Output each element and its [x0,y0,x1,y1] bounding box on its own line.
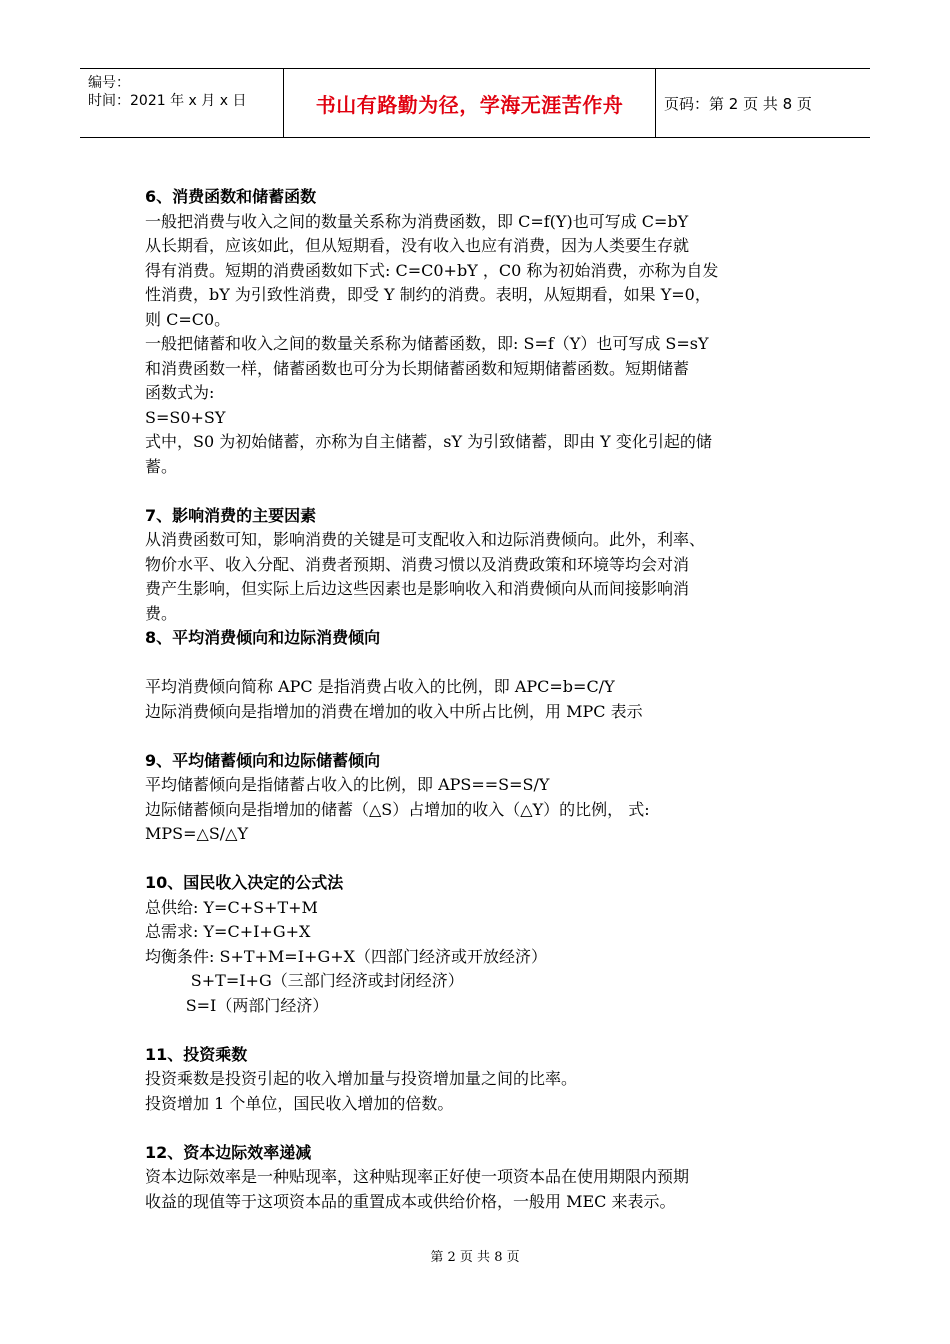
text-line: 物价水平、收入分配、消费者预期、消费习惯以及消费政策和环境等均会对消 [145,554,690,574]
text-line: 和消费函数一样，储蓄函数也可分为长期储蓄函数和短期储蓄函数。短期储蓄 [145,358,690,378]
section-heading: 11、投资乘数 [145,1044,248,1064]
section-consumption-factors [145,504,815,627]
text-line: 从消费函数可知，影响消费的关键是可支配收入和边际消费倾向。此外，利率、 [145,530,706,549]
text-line: S+T=I+G（三部门经济或封闭经济） [145,971,464,990]
blank-line [145,847,815,872]
text-line: 则 C=C0。 [145,309,231,329]
section-heading: 10、国民收入决定的公式法 [145,873,344,892]
blank-line [145,479,815,504]
text-line: S=I（两部门经济） [145,995,329,1015]
text-line: 均衡条件: S+T+M=I+G+X（四部门经济或开放经济） [145,946,548,966]
header-motto-cell [283,69,656,137]
header-motto: 书山有路勤为径，学海无涯苦作舟 [315,92,624,117]
text-line [145,651,815,676]
document-body [145,185,815,1214]
blank-line [145,1116,815,1141]
document-number-label: 编号： [88,75,130,91]
section-heading: 8、平均消费倾向和边际消费倾向 [145,628,381,647]
text-line: 边际储蓄倾向是指增加的储蓄（△S）占增加的收入（△Y）的比例， 式: [145,799,650,819]
text-line: 费。 [145,603,178,623]
text-line: 一般把储蓄和收入之间的数量关系称为储蓄函数，即: S=f（Y）也可写成 S=sY [145,334,709,353]
text-line: 式中，S0 为初始储蓄，亦称为自主储蓄，sY 为引致储蓄，即由 Y 变化引起的储 [145,432,712,451]
text-line: 蓄。 [145,456,178,476]
text-line: S=S0+SY [145,407,226,427]
section-consumption-saving-functions [145,185,815,479]
section-heading: 6、消费函数和储蓄函数 [145,187,317,206]
text-line: 从长期看，应该如此，但从短期看，没有收入也应有消费，因为人类要生存就 [145,236,690,255]
header-info [80,69,283,137]
section-marginal-efficiency-of-capital [145,1141,815,1215]
text-line: 总供给: Y=C+S+T+M [145,897,318,917]
section-heading: 7、影响消费的主要因素 [145,505,317,525]
text-line: 收益的现值等于这项资本品的重置成本或供给价格，一般用 MEC 来表示。 [145,1191,676,1211]
text-line: 一般把消费与收入之间的数量关系称为消费函数，即 C=f(Y)也可写成 C=bY [145,211,689,231]
text-line: 边际消费倾向是指增加的消费在增加的收入中所占比例，用 MPC 表示 [145,701,643,721]
text-line: MPS=△S/△Y [145,824,249,843]
section-investment-multiplier [145,1043,815,1117]
header-page-code: 页码：第 2 页 共 8 页 [664,94,812,113]
text-line: 投资乘数是投资引起的收入增加量与投资增加量之间的比率。 [145,1069,578,1088]
text-line: 费产生影响，但实际上后边这些因素也是影响收入和消费倾向从而间接影响消 [145,579,690,598]
text-line: 平均储蓄倾向是指储蓄占收入的比例，即 APS==S=S/Y [145,775,550,794]
text-line: 总需求: Y=C+I+G+X [145,922,311,941]
document-date-label: 时间：2021 年 x 月 x 日 [88,93,247,109]
page-footer: 第 2 页 共 8 页 [430,1250,520,1265]
page-header [80,68,870,138]
blank-line [145,724,815,749]
blank-line [145,1018,815,1043]
text-line: 函数式为: [145,383,215,402]
text-line: 性消费，bY 为引致性消费，即受 Y 制约的消费。表明，从短期看，如果 Y=0， [145,285,711,304]
text-line: 平均消费倾向简称 APC 是指消费占收入的比例，即 APC=b=C/Y [145,677,615,696]
section-propensity-to-consume [145,626,815,724]
text-line: 投资增加 1 个单位，国民收入增加的倍数。 [145,1093,454,1113]
section-heading: 12、资本边际效率递减 [145,1142,312,1162]
section-heading: 9、平均储蓄倾向和边际储蓄倾向 [145,750,381,770]
text-line: 得有消费。短期的消费函数如下式: C=C0+bY ，C0 称为初始消费，亦称为自发 [145,260,719,280]
text-line: 资本边际效率是一种贴现率，这种贴现率正好使一项资本品在使用期限内预期 [145,1167,690,1186]
section-propensity-to-save [145,749,815,847]
section-income-determination [145,871,815,1018]
